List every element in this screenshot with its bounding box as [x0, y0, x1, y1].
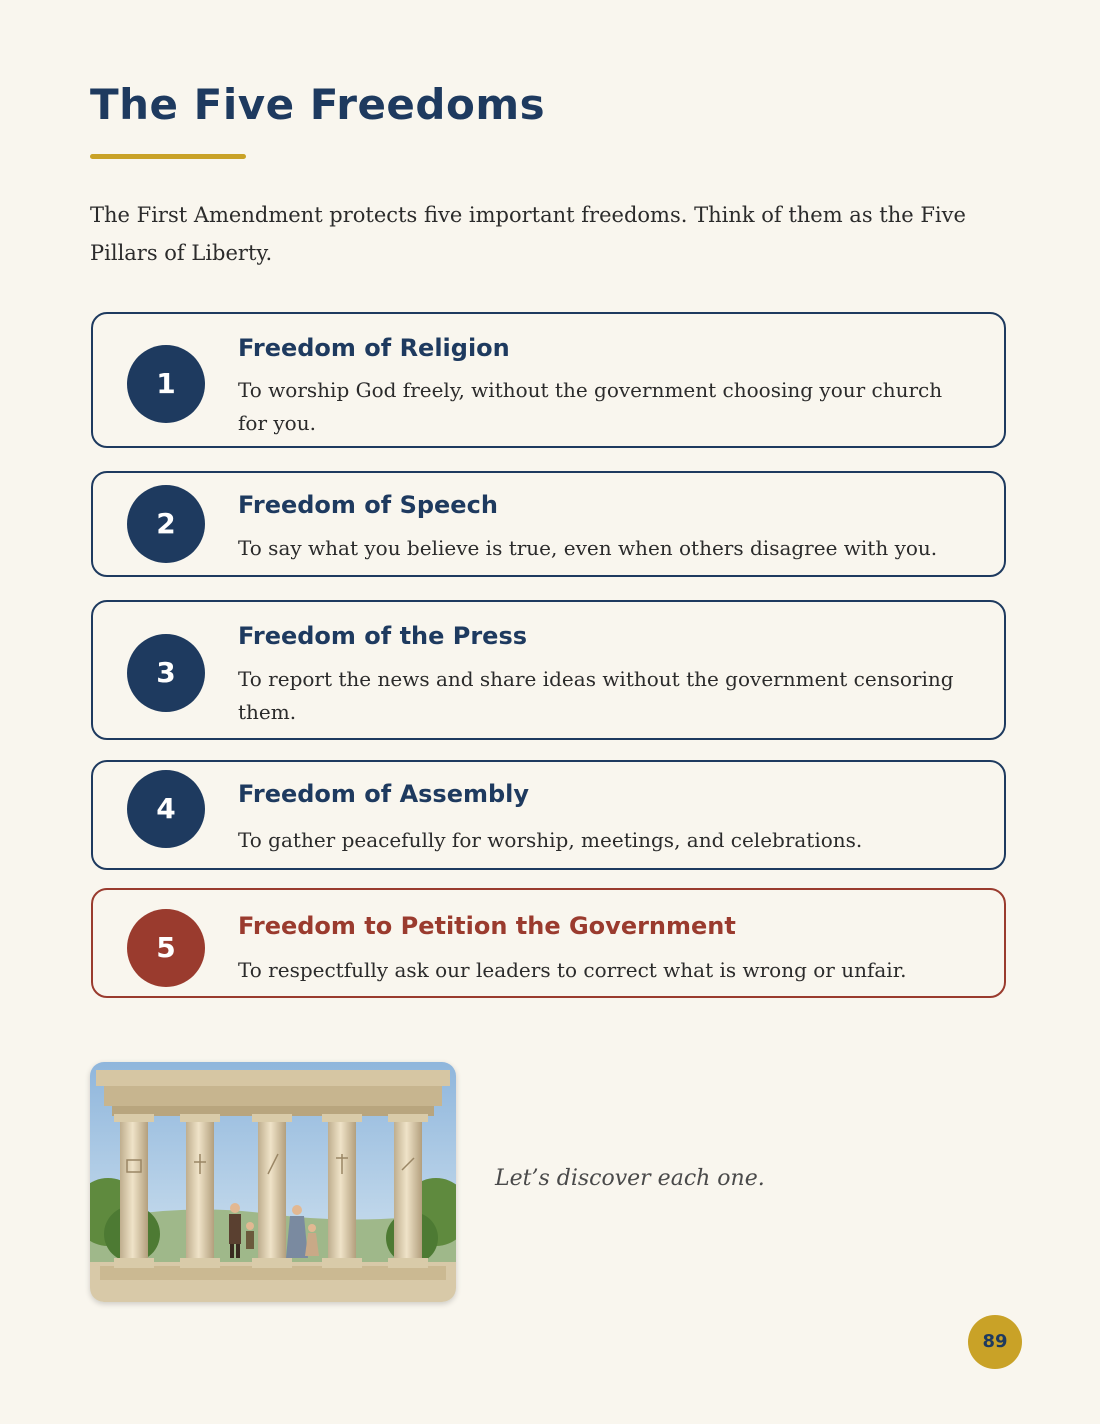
pillars-illustration	[90, 1062, 456, 1302]
number-badge: 3	[127, 634, 205, 712]
page-number: 89	[968, 1315, 1022, 1369]
number-badge: 1	[127, 345, 205, 423]
number-badge: 2	[127, 485, 205, 563]
number-badge: 4	[127, 770, 205, 848]
freedom-description: To gather peacefully for worship, meetings, and celebrations.	[238, 828, 863, 852]
freedom-title: Freedom of the Press	[238, 622, 528, 650]
title-underline	[90, 154, 246, 159]
caption: Let’s discover each one.	[495, 1166, 765, 1191]
intro-paragraph: The First Amendment protects five important freedoms. Think of them as the Five Pillars of Liberty.	[90, 203, 966, 265]
freedom-card-religion	[91, 312, 1006, 448]
freedom-description: To say what you believe is true, even when others disagree with you.	[238, 536, 938, 560]
freedom-description: To respectfully ask our leaders to correct what is wrong or unfair.	[238, 958, 907, 982]
freedom-title: Freedom of Assembly	[238, 780, 530, 808]
freedom-description: To report the news and share ideas without the government censoring them.	[238, 667, 954, 724]
freedom-card-assembly	[91, 760, 1006, 870]
freedom-description: To worship God freely, without the government choosing your church for you.	[238, 378, 943, 435]
freedom-card-press	[91, 600, 1006, 740]
freedom-title: Freedom of Religion	[238, 334, 510, 362]
number-badge: 5	[127, 909, 205, 987]
freedom-title: Freedom of Speech	[238, 491, 498, 519]
freedom-title: Freedom to Petition the Government	[238, 912, 736, 940]
page-title: The Five Freedoms	[90, 80, 546, 129]
freedom-card-petition	[91, 888, 1006, 998]
freedom-card-speech	[91, 471, 1006, 577]
